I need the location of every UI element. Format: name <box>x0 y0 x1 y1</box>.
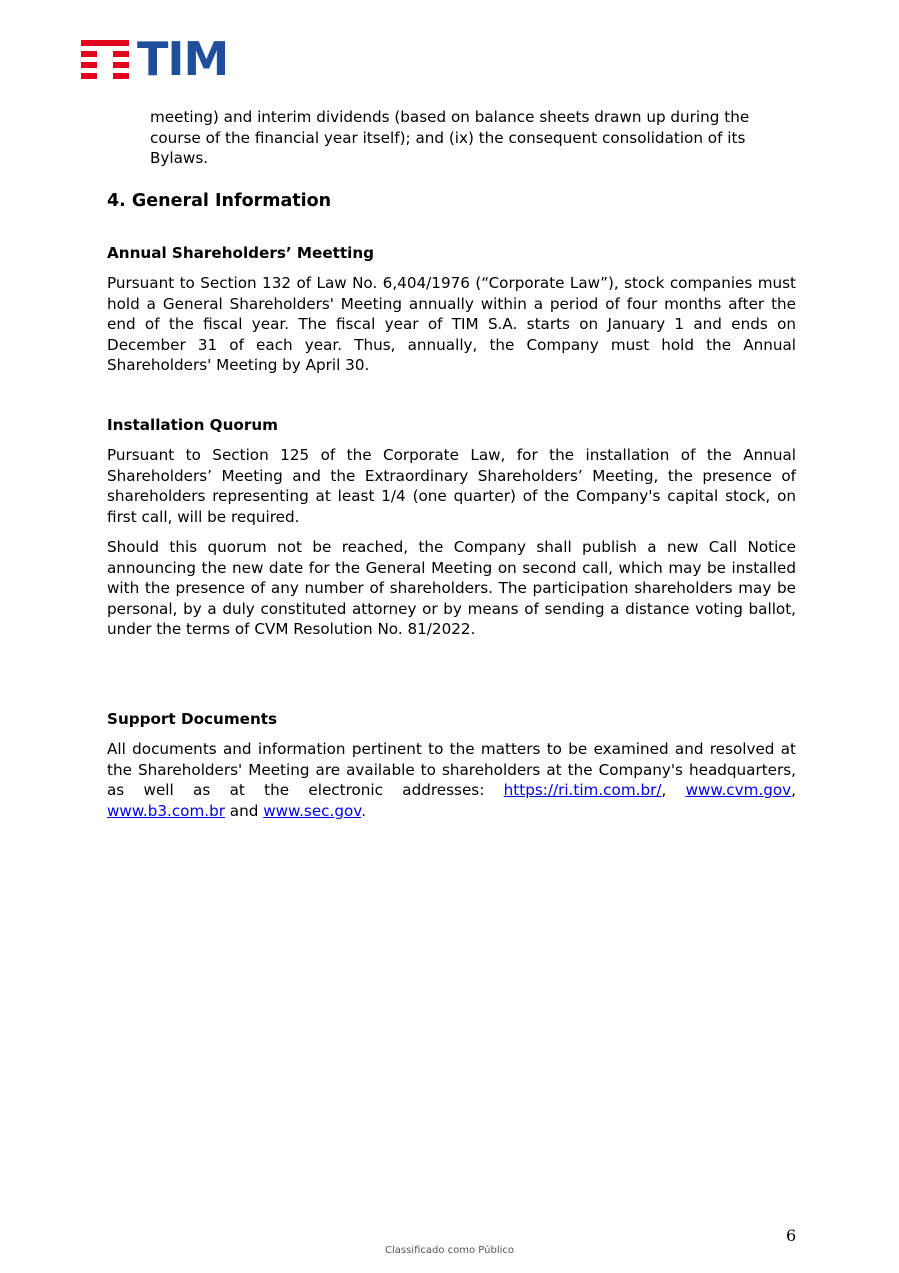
classification-footer: Classificado como Público <box>384 1245 515 1256</box>
support-text: All documents and information pertinent to the matters to be examined and resolved at the Shareholders' Meeting are available to shareholders at the Company's headquarters, as well as at the electronic addresses: <box>107 740 796 800</box>
support-text-end: . <box>361 801 366 820</box>
link-separator: and <box>224 801 264 820</box>
link-separator: , <box>661 781 686 800</box>
intro-paragraph: meeting) and interim dividends (based on balance sheets drawn up during the course of the financial year itself); and (ix) the consequent consolidation of its Bylaws. <box>150 108 750 167</box>
link-separator: , <box>791 781 796 800</box>
section-title: 4. General Information <box>107 191 332 211</box>
link-b3[interactable]: www.b3.com.br <box>107 801 225 820</box>
annual-meeting-paragraph: Pursuant to Section 132 of Law No. 6,404/1976 (“Corporate Law”), stock companies must hold a General Shareholders' Meeting annually within a period of four months after the end of the fiscal year. The fiscal year of TIM S.A. starts on January 1 and ends on December 31 of each year. Thus, annually, the Company must hold the Annual Shareholders' Meeting by April 30. <box>107 274 796 375</box>
tim-logo-mark-icon <box>81 40 129 80</box>
tim-logo-text: TIM <box>137 32 229 86</box>
link-ri-tim[interactable]: https://ri.tim.com.br/ <box>503 781 662 800</box>
page-number: 6 <box>786 1226 797 1245</box>
link-cvm[interactable]: www.cvm.gov <box>685 781 792 800</box>
installation-quorum-paragraph-1: Pursuant to Section 125 of the Corporate Law, for the installation of the Annual Shareholders’ Meeting and the Extraordinary Shareholders’ Meeting, the presence of shareholders representing at least 1/4 (one quarter) of the Company's capital stock, on first call, will be required. <box>107 446 796 526</box>
annual-meeting-heading: Annual Shareholders’ Meetting <box>107 244 375 262</box>
support-documents-paragraph <box>107 739 796 821</box>
link-sec[interactable]: www.sec.gov <box>263 801 362 820</box>
support-documents-heading: Support Documents <box>107 710 278 728</box>
tim-logo <box>81 32 231 86</box>
installation-quorum-heading: Installation Quorum <box>107 416 278 434</box>
installation-quorum-paragraph-2: Should this quorum not be reached, the Company shall publish a new Call Notice announcing the new date for the General Meeting on second call, which may be installed with the presence of any number of shareholders. The participation shareholders may be personal, by a duly constituted attorney or by means of sending a distance voting ballot, under the terms of CVM Resolution No. 81/2022. <box>107 538 796 639</box>
